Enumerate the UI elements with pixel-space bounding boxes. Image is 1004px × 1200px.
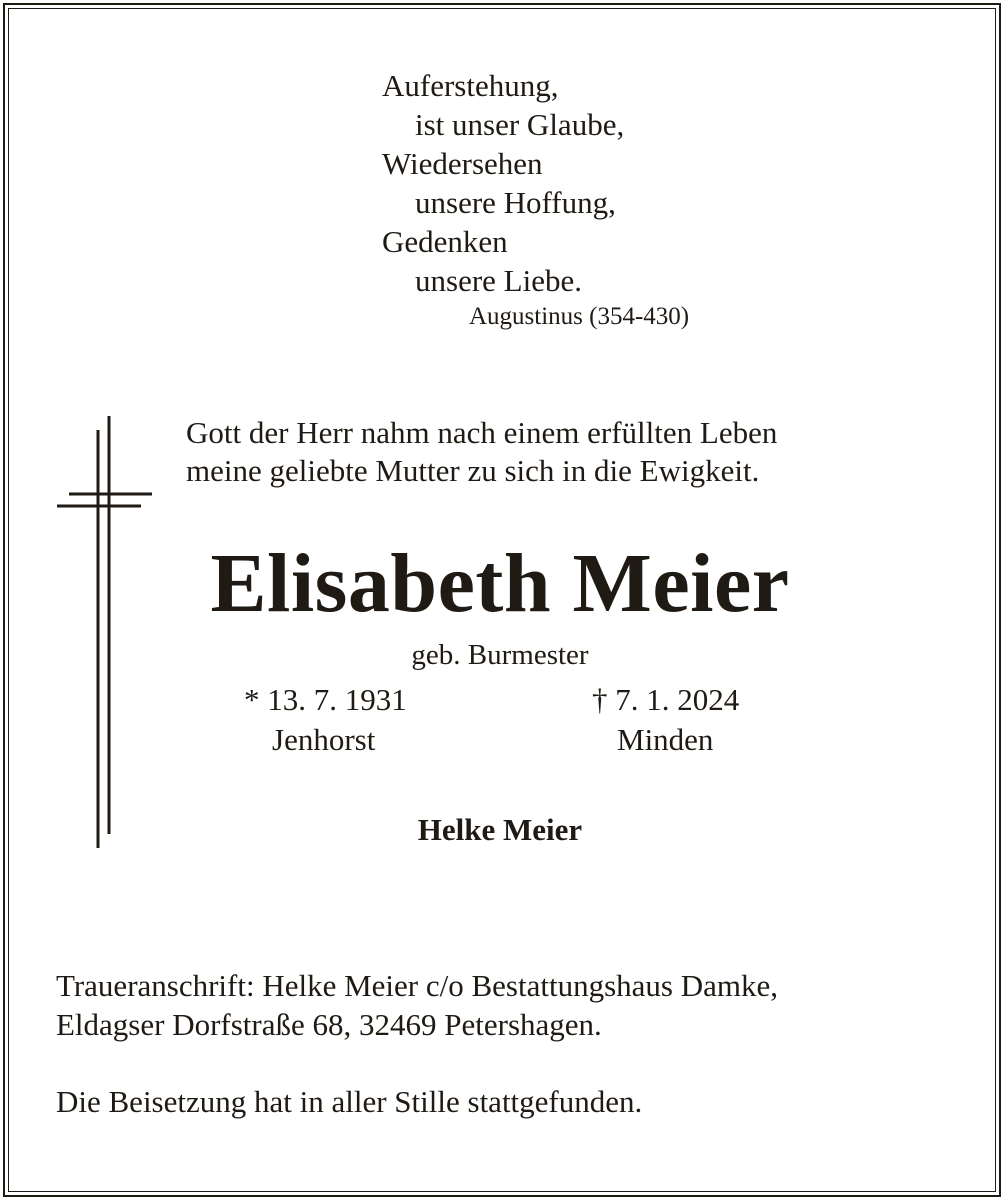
deceased-name: Elisabeth Meier [210, 537, 790, 630]
quote-line: Auferstehung, [382, 68, 559, 103]
quote-line: unsere Liebe. [415, 263, 582, 298]
death-place: Minden [617, 722, 714, 757]
quote-line: Gedenken [382, 224, 508, 259]
birth-info [244, 680, 407, 760]
quote-block [382, 66, 689, 334]
address-line: Traueranschrift: Helke Meier c/o Bestattungshaus Damke, [56, 968, 778, 1003]
closing-note: Die Beisetzung hat in aller Stille stattgefunden. [56, 1084, 643, 1119]
intro-line: meine geliebte Mutter zu sich in die Ewigkeit. [186, 453, 760, 488]
death-date: † 7. 1. 2024 [592, 682, 740, 717]
address-line: Eldagser Dorfstraße 68, 32469 Petershagen. [56, 1007, 602, 1042]
intro-text [186, 414, 777, 490]
maiden-name: geb. Burmester [411, 639, 589, 671]
death-info [592, 680, 739, 760]
mourning-address [56, 966, 778, 1044]
birth-place: Jenhorst [272, 722, 376, 757]
mourner-name: Helke Meier [417, 812, 583, 847]
quote-line: Wiedersehen [382, 146, 543, 181]
quote-line: unsere Hoffung, [415, 185, 616, 220]
intro-line: Gott der Herr nahm nach einem erfüllten Leben [186, 415, 778, 450]
quote-attribution: Augustinus (354-430) [469, 303, 690, 330]
quote-line: ist unser Glaube, [415, 107, 625, 142]
birth-date: * 13. 7. 1931 [244, 682, 407, 717]
